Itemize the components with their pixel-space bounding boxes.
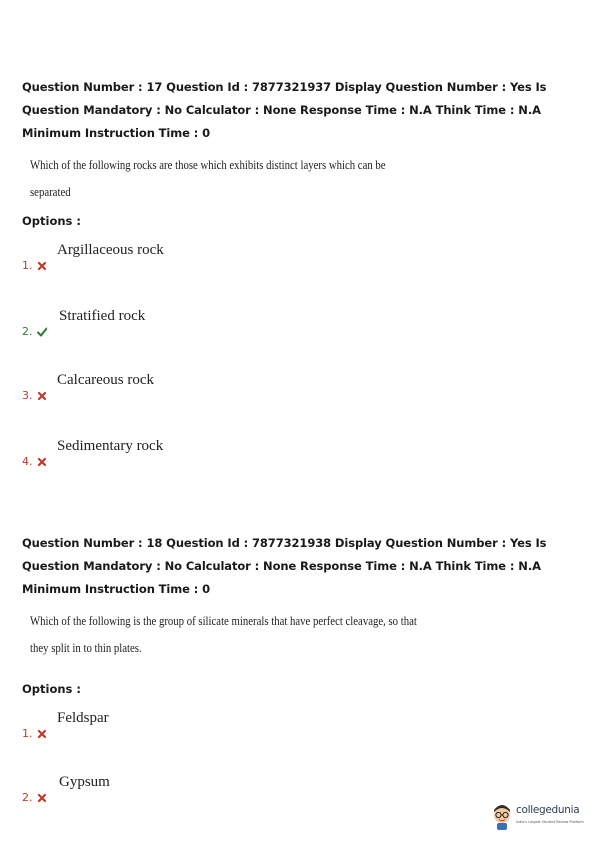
cross-icon <box>37 391 47 401</box>
option-number: 1. <box>22 259 33 272</box>
question-18-header: Question Number : 18 Question Id : 7877321938 Display Question Number : Yes Is Question Mandatory : No Calculator : None Response Time : N.A Think Time : N.A Minimum Instruction Time : 0 <box>22 536 547 596</box>
cross-icon <box>37 457 47 467</box>
logo-tagline: India's Largest Student Review Platform <box>516 820 584 824</box>
cross-icon <box>37 729 47 739</box>
option-text: Sedimentary rock <box>57 438 164 454</box>
option-number: 2. <box>22 325 33 338</box>
option-number: 3. <box>22 389 33 402</box>
question-18-options-label: Options : <box>22 682 81 696</box>
q18-option-2 <box>22 774 322 804</box>
option-number: 4. <box>22 455 33 468</box>
question-17-header: Question Number : 17 Question Id : 7877321937 Display Question Number : Yes Is Question Mandatory : No Calculator : None Response Time : N.A Think Time : N.A Minimum Instruction Time : 0 <box>22 80 547 140</box>
cross-icon <box>37 261 47 271</box>
q17-option-2 <box>22 308 322 338</box>
option-number: 2. <box>22 791 33 804</box>
option-text: Feldspar <box>57 710 109 726</box>
cross-icon <box>37 793 47 803</box>
option-text: Gypsum <box>59 774 110 790</box>
question-17-text: Which of the following rocks are those which exhibits distinct layers which can be separated <box>30 158 386 199</box>
q17-option-3 <box>22 372 322 402</box>
q17-option-4 <box>22 438 322 468</box>
option-text: Calcareous rock <box>57 372 155 388</box>
option-text: Stratified rock <box>59 308 146 324</box>
logo-name: collegedunia <box>516 804 580 816</box>
question-17-options-label: Options : <box>22 214 81 228</box>
question-18-text: Which of the following is the group of silicate minerals that have perfect cleavage, so that they split in to thin plates. <box>30 614 417 655</box>
collegedunia-logo <box>490 800 590 834</box>
option-number: 1. <box>22 727 33 740</box>
q17-option-1 <box>22 242 322 272</box>
q18-option-1 <box>22 710 322 740</box>
check-icon <box>37 327 47 337</box>
option-text: Argillaceous rock <box>57 242 164 258</box>
mascot-icon <box>490 800 514 830</box>
